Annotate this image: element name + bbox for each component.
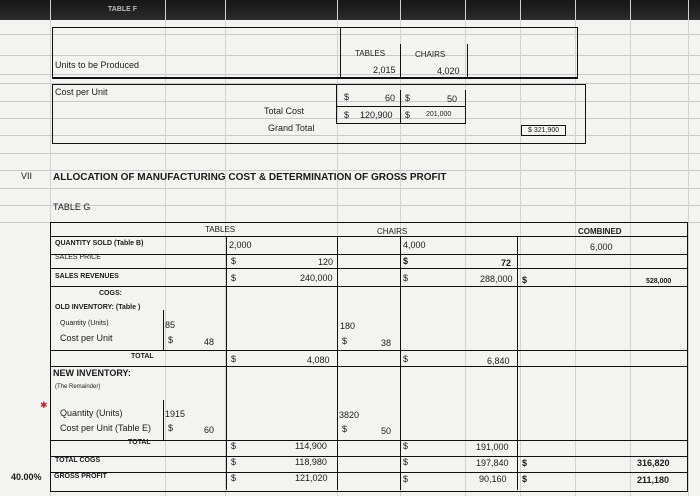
chairs-gross-profit: 90,160 [479,474,507,484]
chairs-old-total-dollar: $ [403,354,409,364]
chairs-price: 72 [501,258,512,268]
tables-total-cogs: 118,980 [295,457,327,467]
cost-tables-dollar: $ [344,92,350,102]
tables-gp-dollar: $ [231,473,237,483]
chairs-price-dollar: $ [403,256,409,266]
tables-old-cost-dollar: $ [168,335,174,345]
cost-box [52,84,586,144]
label-sales-price: SALES PRICE [55,254,101,261]
tables-old-cost: 48 [204,337,215,347]
tables-new-cost: 60 [204,425,215,435]
top-dark-band [0,0,700,20]
asterisk-icon: ✱ [40,400,48,410]
chairs-gp-dollar: $ [403,474,409,484]
label-old-quantity: Quantity (Units) [60,320,109,327]
label-quantity-sold: QUANTITY SOLD (Table B) [55,240,144,247]
chairs-revenue-dollar: $ [403,273,409,283]
chairs-revenues: 288,000 [480,274,513,284]
units-tables-value: 2,015 [373,65,396,75]
tables-new-cost-dollar: $ [168,423,174,433]
combined-gp-dollar: $ [522,474,528,484]
units-row-label: Units to be Produced [55,60,140,70]
label-total-cogs: TOTAL COGS [55,457,101,464]
grand-total-label: Grand Total [268,123,315,133]
tables-old-qty: 85 [165,320,176,330]
tables-revenues: 240,000 [300,273,333,283]
label-old-total: TOTAL [131,353,154,360]
label-new-cost: Cost per Unit (Table E) [60,423,152,433]
total-cost-label: Total Cost [264,106,305,116]
cost-chairs-value: 50 [447,94,458,104]
section-title: ALLOCATION OF MANUFACTURING COST & DETERMINATION OF GROSS PROFIT [53,172,447,183]
tables-old-total-dollar: $ [231,354,237,364]
tables-cogs-dollar: $ [231,457,237,467]
table-g-title: TABLE G [53,202,91,212]
combined-qty-sold: 6,000 [590,242,613,252]
g-combined-header: COMBINED [578,227,622,236]
units-chairs-value: 4,020 [437,66,460,76]
tables-new-total-dollar: $ [231,441,237,451]
tables-old-total: 4,080 [307,355,330,365]
chairs-new-qty: 3820 [339,410,360,420]
chairs-new-cost: 50 [381,426,392,436]
tables-new-total: 114,900 [295,441,327,451]
label-gross-profit: GROSS PROFIT [54,473,107,480]
combined-gross-profit: 211,180 [637,475,670,485]
total-chairs-dollar: $ [405,110,411,120]
grand-total-value: $ 321,900 [521,125,566,136]
label-new-total: TOTAL [128,439,151,446]
chairs-old-cost: 38 [381,338,392,348]
label-cogs: COGS: [99,290,122,297]
chairs-old-total: 6,840 [487,356,510,366]
chairs-total-cogs: 197,840 [476,458,509,468]
table-f-label: TABLE F [108,6,138,13]
tables-new-qty: 1915 [165,409,186,419]
label-old-cost: Cost per Unit [60,333,113,343]
combined-total-cogs: 316,820 [637,458,670,468]
label-old-inventory: OLD INVENTORY: (Table ) [55,304,141,311]
total-chairs-value: 201,000 [426,111,452,118]
g-tables-header: TABLES [205,225,236,234]
label-new-quantity: Quantity (Units) [60,408,123,418]
units-tables-header: TABLES [355,49,386,58]
tables-revenue-dollar: $ [231,273,237,283]
combined-revenues: 528,000 [646,278,672,285]
tables-gross-profit: 121,020 [295,473,328,483]
chairs-new-total: 191,000 [476,442,509,452]
total-tables-value: 120,900 [360,110,393,120]
label-gross-pct: 40.00% [11,472,42,482]
chairs-new-total-dollar: $ [403,441,409,451]
units-box [52,27,578,79]
chairs-new-cost-dollar: $ [342,424,348,434]
combined-revenue-dollar: $ [522,275,528,285]
g-chairs-header: CHAIRS [377,227,408,236]
cost-tables-value: 60 [385,93,396,103]
tables-qty-sold: 2,000 [229,240,252,250]
tables-price: 120 [318,257,334,267]
label-remainder: (The Remainder) [55,384,101,390]
units-chairs-header: CHAIRS [415,50,446,59]
chairs-old-cost-dollar: $ [342,336,348,346]
combined-cogs-dollar: $ [522,458,528,468]
label-new-inventory: NEW INVENTORY: [53,368,131,378]
section-number: VII [21,171,33,181]
label-sales-revenues: SALES REVENUES [55,273,119,280]
cost-row-label: Cost per Unit [55,87,108,97]
tables-price-dollar: $ [231,256,237,266]
total-tables-dollar: $ [344,110,350,120]
chairs-old-qty: 180 [340,321,356,331]
chairs-cogs-dollar: $ [403,457,409,467]
cost-chairs-dollar: $ [405,93,411,103]
chairs-qty-sold: 4,000 [403,240,426,250]
